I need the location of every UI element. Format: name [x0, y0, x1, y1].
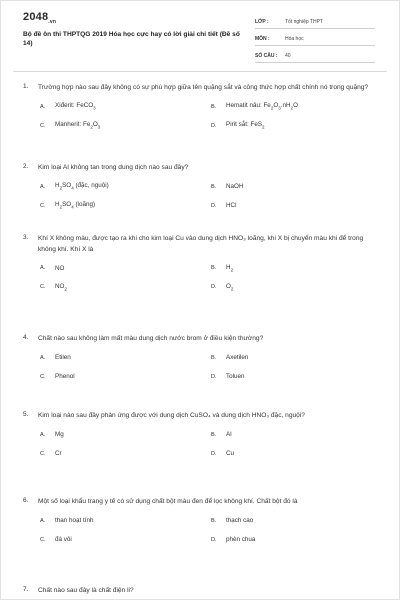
option-text: Hematit nâu: $Fe_2O_3.nH_2O$ — [226, 102, 298, 111]
answer-option[interactable] — [40, 121, 211, 131]
option-text: NO — [55, 264, 65, 272]
option-text: phèn chua — [226, 536, 256, 543]
answer-option[interactable] — [211, 372, 382, 382]
answer-option[interactable] — [40, 102, 211, 112]
option-letter: A. — [40, 431, 46, 438]
answer-option[interactable] — [211, 282, 382, 292]
question-number: 5. — [23, 411, 29, 418]
option-letter: B. — [211, 183, 217, 190]
document-title: Bộ đề ôn thi THPTQG 2019 Hóa học cực hay có lời giải chi tiết (Đề số 14) — [23, 31, 240, 47]
question-4 — [23, 334, 381, 382]
option-text: Pirit sắt: FeS$_2$ — [226, 121, 265, 130]
option-letter: A. — [40, 265, 46, 271]
answer-option[interactable] — [211, 516, 382, 526]
answer-option[interactable] — [211, 430, 382, 440]
meta-row-class — [255, 16, 375, 29]
answer-option[interactable] — [40, 353, 211, 363]
meta-row-subject — [255, 33, 375, 46]
meta-key: LỚP : — [255, 19, 269, 25]
option-text: Phenol — [55, 373, 75, 380]
answer-option[interactable] — [211, 353, 382, 363]
answer-option[interactable] — [211, 121, 382, 131]
option-text: $H_2$ — [226, 263, 234, 273]
question-number: 7. — [23, 586, 29, 593]
option-text: thạch cao — [226, 517, 254, 524]
answer-option[interactable] — [40, 516, 211, 526]
answer-option[interactable] — [211, 535, 382, 545]
question-text: Kim loại nào sau đây phản ứng được với dung dịch CuSO₄ và dung dịch HNO₃ đặc, nguội? — [38, 412, 305, 419]
option-letter: C. — [40, 284, 46, 290]
question-text: Kim loại Al không tan trong dung dịch nào sau đây? — [38, 164, 189, 171]
answer-options — [40, 430, 381, 459]
meta-key: SỐ CÂU : — [255, 53, 278, 59]
answer-options — [40, 102, 381, 131]
meta-value: 40 — [285, 53, 291, 59]
option-letter: B. — [211, 354, 217, 361]
header-divider — [13, 71, 387, 72]
option-letter: D. — [211, 202, 217, 209]
question-number: 2. — [23, 163, 29, 170]
option-text: Manherit: $Fe_2O_3$ — [55, 121, 101, 130]
document-header — [1, 1, 399, 69]
option-text: Cu — [226, 450, 235, 457]
answer-options — [40, 516, 381, 545]
answer-option[interactable] — [40, 372, 211, 382]
question-number: 4. — [23, 334, 29, 341]
option-text: HCl — [226, 202, 237, 209]
option-letter: D. — [211, 122, 217, 129]
option-text: $O_2$ — [226, 282, 234, 292]
answer-option[interactable] — [211, 102, 382, 112]
option-letter: C. — [40, 202, 46, 209]
question-number: 6. — [23, 497, 29, 504]
option-letter: A. — [40, 103, 46, 110]
question-text: Chất nào sau đây là chất điện li? — [38, 587, 134, 594]
option-text: Etilen — [55, 354, 71, 361]
answer-option[interactable] — [211, 449, 382, 459]
question-7 — [23, 586, 381, 597]
logo-main: 2048 — [23, 11, 49, 23]
option-text: Mg — [55, 431, 64, 438]
question-text: Chất nào sau không làm mất màu dung dịch nước brom ở điều kiện thường? — [38, 335, 264, 342]
document-meta — [255, 16, 375, 67]
answer-option[interactable] — [211, 182, 382, 192]
option-letter: C. — [40, 122, 46, 129]
option-letter: D. — [211, 284, 217, 290]
option-text: Axetilen — [226, 354, 249, 361]
option-letter: A. — [40, 354, 46, 361]
question-6 — [23, 497, 381, 545]
option-text: đá vôi — [55, 536, 72, 543]
question-1 — [23, 83, 381, 131]
option-letter: B. — [211, 431, 217, 438]
option-text: Xiđerit: FeCO$_3$ — [55, 102, 96, 111]
answer-option[interactable] — [40, 182, 211, 192]
question-text: Một số loại khẩu trang y tế có sử dụng chất bột màu đen để lọc không khí. Chất bột đó là — [38, 498, 298, 505]
answer-options — [40, 353, 381, 382]
option-letter: C. — [40, 536, 46, 543]
meta-key: MÔN : — [255, 36, 270, 42]
answer-option[interactable] — [40, 535, 211, 545]
meta-value: Tốt nghiệp THPT — [285, 19, 323, 25]
answer-option[interactable] — [40, 263, 211, 273]
question-text: Khí X không màu, được tạo ra khi cho kim loại Cu vào dung dịch HNO₃ loãng, khi X bị chuyển màu khi để trong không khí. Khí X là — [38, 235, 364, 253]
answer-option[interactable] — [211, 263, 382, 273]
meta-value: Hóa học — [285, 36, 304, 42]
option-letter: C. — [40, 373, 46, 380]
answer-options — [40, 263, 381, 292]
option-letter: D. — [211, 373, 217, 380]
option-letter: A. — [40, 183, 46, 190]
answer-option[interactable] — [40, 282, 211, 292]
question-3 — [23, 234, 381, 292]
logo-suffix: .vn — [48, 19, 57, 26]
option-letter: D. — [211, 450, 217, 457]
question-number: 1. — [23, 83, 29, 90]
option-text: Al — [226, 431, 232, 438]
option-letter: D. — [211, 536, 217, 543]
option-text: $H_2SO_4$ (đặc, nguội) — [55, 182, 109, 191]
question-2 — [23, 163, 381, 211]
option-text: Cr — [55, 450, 62, 457]
option-text: Toluen — [226, 373, 245, 380]
option-letter: C. — [40, 450, 46, 457]
question-5 — [23, 411, 381, 459]
option-text: than hoạt tính — [55, 517, 94, 524]
question-number: 3. — [23, 234, 29, 241]
option-letter: B. — [211, 517, 217, 524]
answer-option[interactable] — [40, 449, 211, 459]
option-letter: B. — [211, 103, 217, 110]
option-letter: B. — [211, 265, 217, 271]
answer-option[interactable] — [40, 430, 211, 440]
answer-options — [40, 182, 381, 211]
option-text: $NO_2$ — [55, 282, 67, 292]
option-letter: A. — [40, 517, 46, 524]
question-text: Trường hợp nào sau đây không có sự phù hợp giữa tên quặng sắt và công thức hợp chất chính nó trong quặng? — [38, 84, 369, 91]
site-logo[interactable] — [23, 11, 56, 25]
option-text: $H_2SO_4$ (loãng) — [55, 201, 96, 210]
answer-option[interactable] — [211, 201, 382, 211]
option-text: NaOH — [226, 183, 244, 190]
answer-option[interactable] — [40, 201, 211, 211]
meta-row-count — [255, 50, 375, 63]
